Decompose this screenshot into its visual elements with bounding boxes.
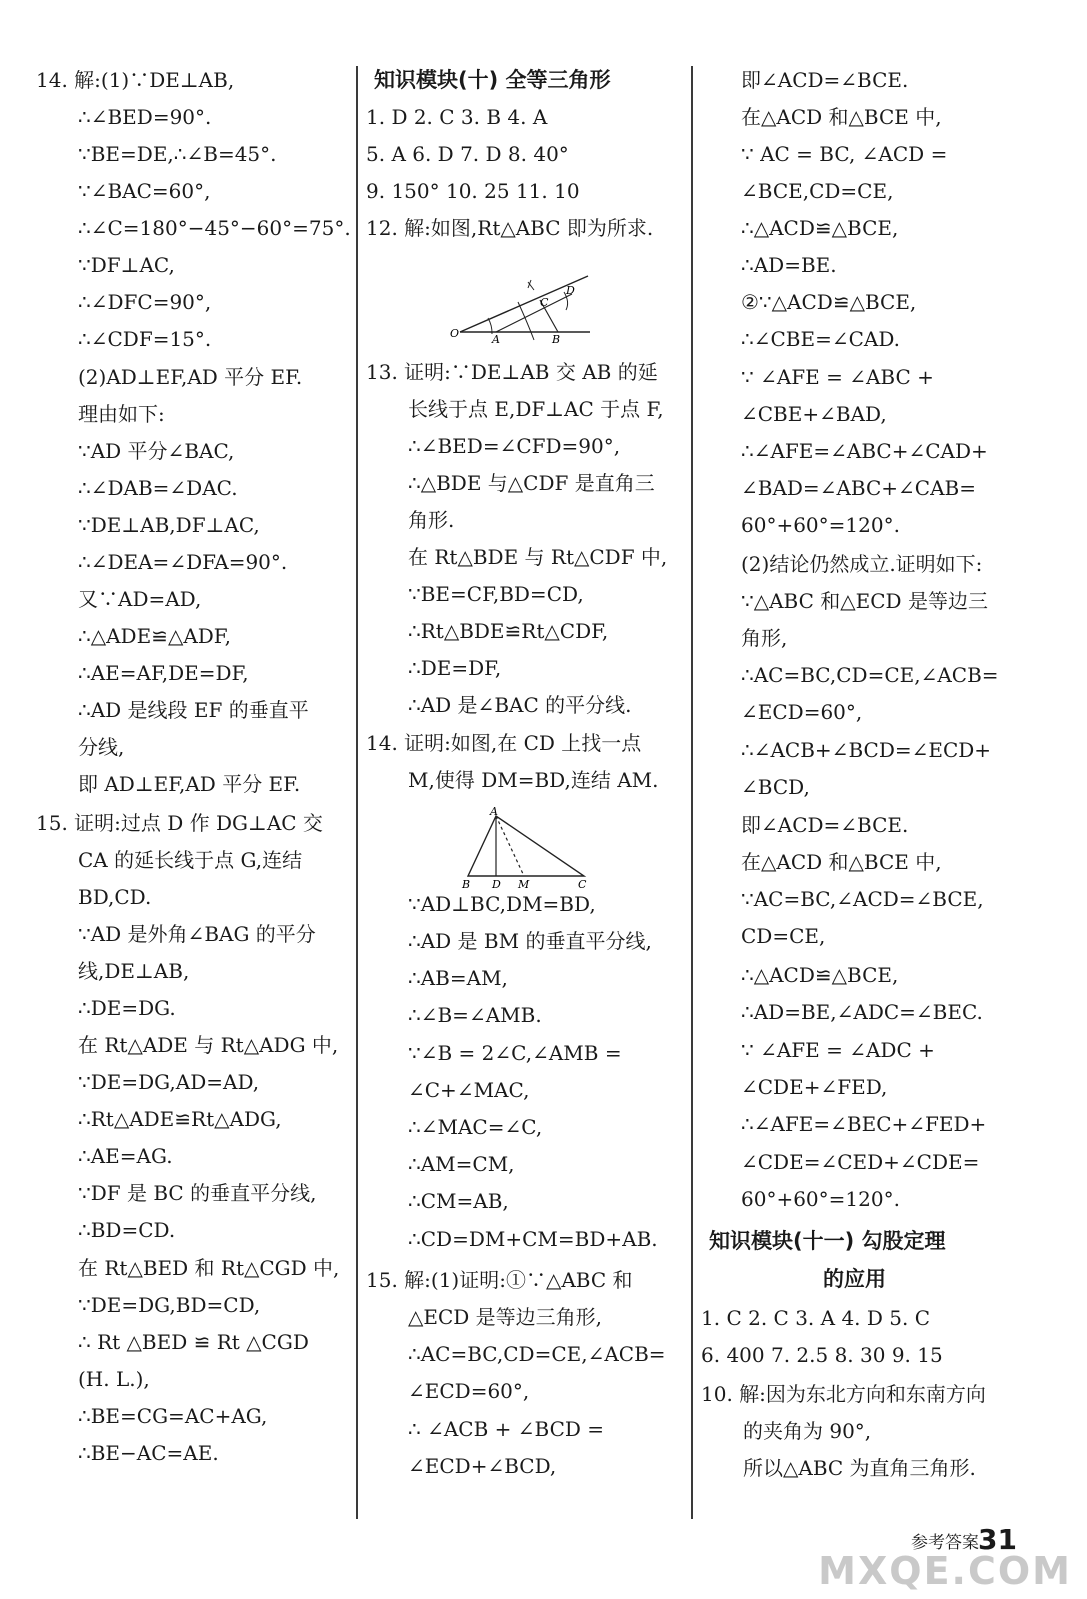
text-line: 10. 解:因为东北方向和东南方向 [701,1382,986,1406]
text-line: ∴AD 是线段 EF 的垂直平 [78,698,309,722]
fig1-label-a: A [492,333,500,344]
text-line: 1. D 2. C 3. B 4. A [366,105,548,129]
text-line: 长线于点 E,DF⊥AC 于点 F, [408,397,664,421]
text-line: 在 Rt△BDE 与 Rt△CDF 中, [408,545,668,569]
fig2-label-a: A [490,806,498,818]
text-line: ∴AC=BC,CD=CE,∠ACB= [741,663,999,687]
text-line: CD=CE, [741,924,826,948]
text-line: ∴AE=AF,DE=DF, [78,661,249,685]
text-line: 6. 400 7. 2.5 8. 30 9. 15 [701,1343,943,1367]
text-line: ∵∠BAC=60°, [78,179,211,203]
text-line: ∴AM=CM, [408,1152,515,1176]
text-line: ∵AD⊥BC,DM=BD, [408,892,596,916]
text-line: ∴BE=CG=AC+AG, [78,1404,268,1428]
text-line: ∴AD 是 BM 的垂直平分线, [408,929,652,953]
text-line: ∠BCD, [741,775,810,799]
text-line: (2)结论仍然成立.证明如下: [741,552,983,576]
text-line: 即∠ACD=∠BCE. [741,68,909,92]
text-line: ∵DE=DG,BD=CD, [78,1293,261,1317]
figure-triangle [456,806,596,892]
text-line: (H. L.), [78,1367,150,1391]
text-line: 角形. [408,508,455,532]
text-line: ∴ ∠ACB + ∠BCD = [408,1417,605,1441]
text-line: ∴∠B=∠AMB. [408,1003,542,1027]
text-line: ∴CD=DM+CM=BD+AB. [408,1227,658,1251]
text-line: CA 的延长线于点 G,连结 [78,848,303,872]
text-line: ∠BCE,CD=CE, [741,179,894,203]
text-line: ∴AD=BE. [741,253,837,277]
text-line: ∠CDE+∠FED, [741,1075,888,1099]
text-line: ∴∠BED=∠CFD=90°, [408,434,621,458]
text-line: ∴DE=DG. [78,996,176,1020]
text-line: 角形, [741,626,788,650]
text-line: ∴Rt△ADE≌Rt△ADG, [78,1107,282,1131]
text-line: 所以△ABC 为直角三角形. [743,1456,976,1480]
text-line: ∵ ∠AFE = ∠ABC + [741,365,934,389]
text-line: 14. 解:(1)∵DE⊥AB, [36,68,235,92]
text-line: ∠ECD+∠BCD, [408,1454,557,1478]
text-line: ∵AD 是外角∠BAG 的平分 [78,922,316,946]
text-line: 在 Rt△BED 和 Rt△CGD 中, [78,1256,340,1280]
text-line: ∵ AC = BC, ∠ACD = [741,142,948,166]
text-line: ∴△BDE 与△CDF 是直角三 [408,471,655,495]
watermark: MXQE.COM [818,1549,1072,1593]
text-line: 5. A 6. D 7. D 8. 40° [366,142,569,166]
text-line: ∴ Rt △BED ≌ Rt △CGD [78,1330,309,1354]
text-line: 在△ACD 和△BCE 中, [741,850,942,874]
text-line: ∵AD 平分∠BAC, [78,439,235,463]
text-line: ∠ECD=60°, [408,1379,530,1403]
text-line: 60°+60°=120°. [741,513,900,537]
text-line: 15. 证明:过点 D 作 DG⊥AC 交 [36,811,323,835]
text-line: ∴∠C=180°−45°−60°=75°. [78,216,351,240]
text-line: ∠CBE+∠BAD, [741,402,887,426]
text-line: 12. 解:如图,Rt△ABC 即为所求. [366,216,654,240]
text-line: ∴CM=AB, [408,1189,509,1213]
page-number: 31 [978,1523,1017,1556]
text-line: 14. 证明:如图,在 CD 上找一点 [366,731,642,755]
fig2-label-m: M [518,878,530,891]
text-line: 60°+60°=120°. [741,1187,900,1211]
text-line: ∴∠CBE=∠CAD. [741,327,901,351]
column-divider-1 [356,66,358,1519]
text-line: 13. 证明:∵DE⊥AB 交 AB 的延 [366,360,658,384]
text-line: ∵DE⊥AB,DF⊥AC, [78,513,260,537]
text-line: ∴BE−AC=AE. [78,1441,219,1465]
text-line: ∴∠ACB+∠BCD=∠ECD+ [741,738,992,762]
text-line: 分线, [78,735,125,759]
text-line: ∵∠B = 2∠C,∠AMB = [408,1041,622,1065]
column-divider-2 [691,66,693,1519]
text-line: ∴∠AFE=∠ABC+∠CAD+ [741,439,988,463]
fig2-label-b: B [462,878,471,891]
text-line: ∴BD=CD. [78,1218,176,1242]
text-line: 在 Rt△ADE 与 Rt△ADG 中, [78,1033,339,1057]
fig1-label-o: O [450,327,460,340]
text-line: ∴∠AFE=∠BEC+∠FED+ [741,1112,987,1136]
text-line: ∴Rt△BDE≌Rt△CDF, [408,619,609,643]
section-heading: 知识模块(十一) 勾股定理 [709,1229,946,1253]
text-line: 15. 解:(1)证明:①∵△ABC 和 [366,1268,633,1292]
text-line: △ECD 是等边三角形, [408,1305,603,1329]
text-line: BD,CD. [78,885,152,909]
text-line: 理由如下: [78,402,165,426]
text-line: ∴∠DAB=∠DAC. [78,476,238,500]
text-line: 即∠ACD=∠BCE. [741,813,909,837]
text-line: ∴AB=AM, [408,966,508,990]
text-line: 1. C 2. C 3. A 4. D 5. C [701,1306,931,1330]
fig2-label-c: C [578,878,587,891]
text-line: ∴∠DFC=90°, [78,290,212,314]
text-line: ∴△ADE≌△ADF, [78,624,231,648]
text-line: ∵ ∠AFE = ∠ADC + [741,1038,935,1062]
text-line: ∵△ABC 和△ECD 是等边三 [741,589,988,613]
text-line: ∵DE=DG,AD=AD, [78,1070,260,1094]
text-line: (2)AD⊥EF,AD 平分 EF. [78,365,303,389]
text-line: ∴AC=BC,CD=CE,∠ACB= [408,1342,666,1366]
text-line: ∠CDE=∠CED+∠CDE= [741,1150,980,1174]
text-line: ∴△ACD≌△BCE, [741,216,899,240]
text-line: ∵DF 是 BC 的垂直平分线, [78,1181,317,1205]
fig1-label-c: C [540,296,549,309]
text-line: ∴∠BED=90°. [78,105,212,129]
text-line: ∵BE=DE,∴∠B=45°. [78,142,277,166]
text-line: ∵DF⊥AC, [78,253,175,277]
text-line: ∴△ACD≌△BCE, [741,963,899,987]
text-line: 在△ACD 和△BCE 中, [741,105,942,129]
text-line: M,使得 DM=BD,连结 AM. [408,768,659,792]
text-line: ∠ECD=60°, [741,700,863,724]
text-line: ∵BE=CF,BD=CD, [408,582,584,606]
text-line: 的夹角为 90°, [743,1419,872,1443]
text-line: ∴∠DEA=∠DFA=90°. [78,550,288,574]
section-heading: 的应用 [823,1267,886,1291]
text-line: 9. 150° 10. 25 11. 10 [366,179,580,203]
fig2-label-d: D [492,878,501,891]
fig1-label-b: B [552,333,561,344]
text-line: ∴AD 是∠BAC 的平分线. [408,693,632,717]
footer-label: 参考答案 [911,1533,979,1553]
text-line: 线,DE⊥AB, [78,959,190,983]
text-line: ∴∠CDF=15°. [78,327,212,351]
text-line: ∴AE=AG. [78,1144,173,1168]
text-line: ∴AD=BE,∠ADC=∠BEC. [741,1000,983,1024]
text-line: 又∵AD=AD, [78,587,202,611]
text-line: ∠BAD=∠ABC+∠CAB= [741,476,976,500]
text-line: ∴DE=DF, [408,656,502,680]
figure-construction [448,262,598,344]
section-heading: 知识模块(十) 全等三角形 [374,68,611,92]
text-line: ∠C+∠MAC, [408,1078,530,1102]
fig1-label-d: D [566,284,575,297]
text-line: 即 AD⊥EF,AD 平分 EF. [78,772,301,796]
text-line: ∴∠MAC=∠C, [408,1115,543,1139]
text-line: ∵AC=BC,∠ACD=∠BCE, [741,887,984,911]
text-line: ②∵△ACD≌△BCE, [741,290,917,314]
